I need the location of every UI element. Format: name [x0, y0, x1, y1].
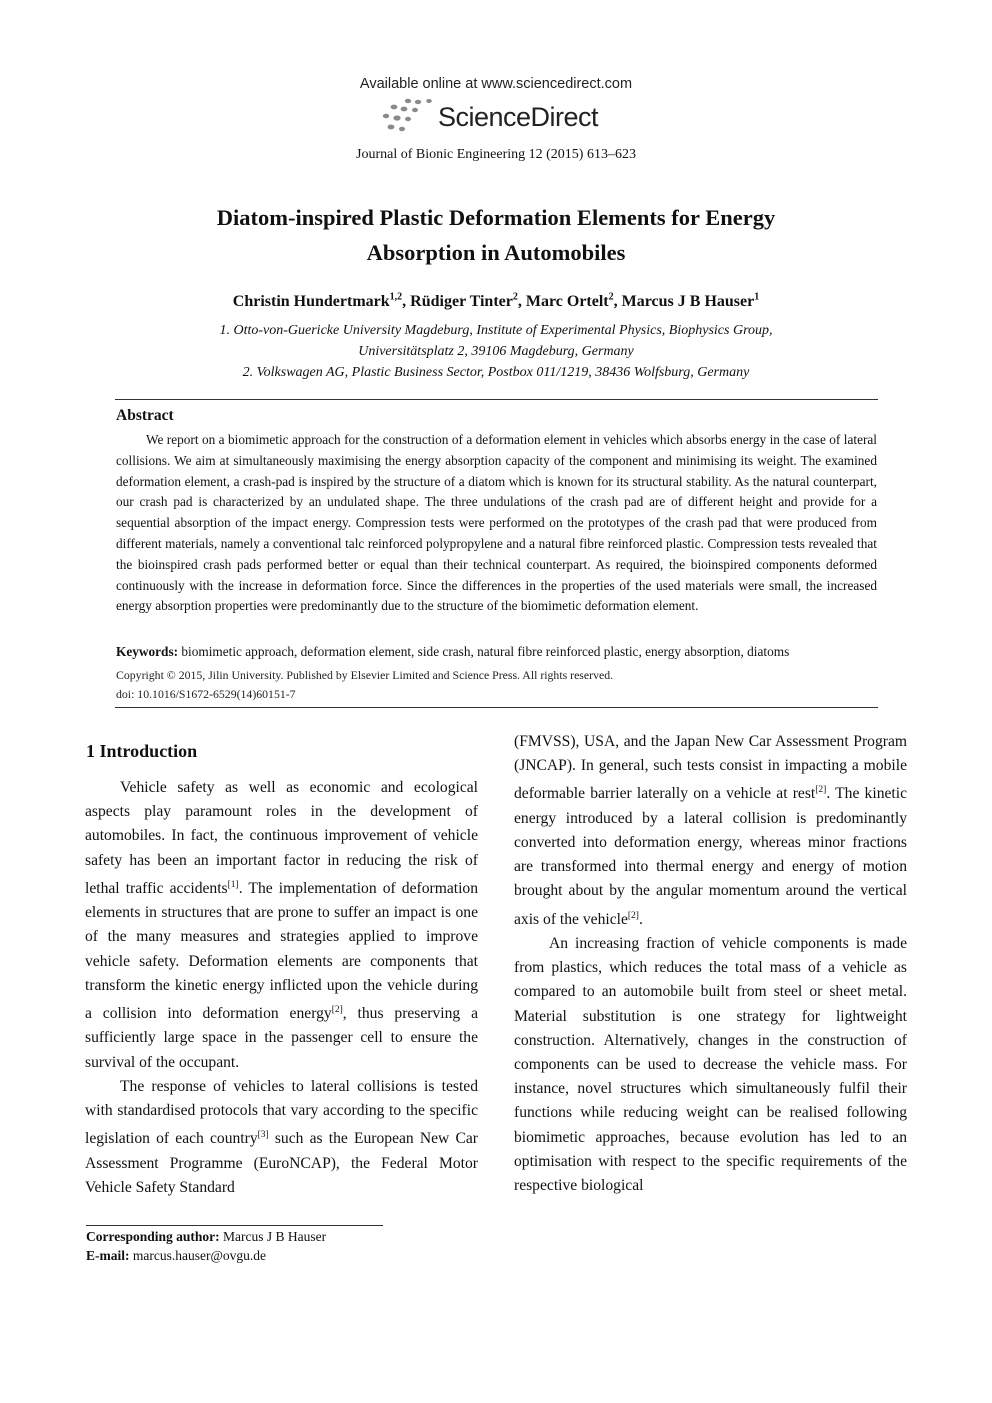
sciencedirect-logo [378, 96, 618, 140]
author: Christin Hundertmark$^{1,2}$, [232, 292, 411, 311]
abstract-top-rule [115, 399, 878, 400]
journal-citation: Journal of Bionic Engineering 12 (2015) 613–623 [356, 147, 636, 162]
available-online-text: Available online at www.sciencedirect.com [359, 76, 633, 92]
abstract-body: We report on a biomimetic approach for the construction of a deformation element in vehicles which absorbs energy in the case of lateral collisions. We aim at simultaneously maximising the energy absorption capacity of the component and minimising its weight. The examined deformation element, a crash-pad is inspired by the structure of a diatom which is known for its structural stability. As the natural counterpart, our crash pad is characterized by an undulated shape. The three undulations of the crash pad are of different height and provide for a sequential absorption of the impact energy. Compression tests were performed on the prototypes of the crash pad that were produced from different materials, namely a conventional talc reinforced polypropylene and a natural fibre reinforced plastic. Compression tests revealed that the bioinspired crash pads performed better or equal than their technical counterpart. As required, the bioinspired components deformed continuously with the increase in deformation force. Since the differences in the properties of the used materials were small, the increased energy absorption properties were predominantly due to the structure of the biomimetic deformation element. [116, 432, 877, 614]
author-email: E-mail: marcus.hauser@ovgu.de [86, 1248, 267, 1263]
author: Rüdiger Tinter$^2$, [410, 292, 526, 311]
copyright-notice: Copyright © 2015, Jilin University. Published by Elsevier Limited and Science Press. All rights reserved. [116, 668, 614, 682]
paragraph: (FMVSS), USA, and the Japan New Car Assessment Program (JNCAP). In general, such tests consist in impacting a mobile deformable barrier laterally on a vehicle at rest[2]. The kinetic energy introduced by a lateral collision is predominantly converted into deformation energy, whereas minor fractions are transformed into thermal energy and energy of motion brought about by the angular momentum around the vertical axis of the vehicle[2]. [514, 733, 907, 928]
affiliation-2: 2. Volkswagen AG, Plastic Business Sector, Postbox 011/1219, 38436 Wolfsburg, Germany [242, 365, 750, 380]
citation-ref[interactable]: [2] [815, 785, 827, 796]
author-list [0, 292, 992, 311]
right-column [514, 730, 907, 1198]
sciencedirect-wordmark: ScienceDirect [438, 102, 599, 132]
keywords-label: Keywords: [116, 644, 179, 659]
keywords-list: biomimetic approach, deformation element, side crash, natural fibre reinforced plastic, energy absorption, diatoms [181, 644, 790, 659]
section-heading-introduction: 1 Introduction [86, 741, 198, 761]
abstract-heading: Abstract [116, 407, 174, 424]
author: Marcus J B Hauser$^1$ [621, 292, 760, 311]
corresponding-author: Corresponding author: Marcus J B Hauser [86, 1229, 327, 1244]
author: Marc Ortelt$^2$, [525, 292, 622, 311]
email-link[interactable]: marcus.hauser@ovgu.de [132, 1248, 267, 1263]
citation-ref[interactable]: [1] [227, 879, 239, 890]
sciencedirect-dots-icon [378, 96, 440, 138]
citation-ref[interactable]: [2] [331, 1005, 343, 1016]
title-line-1: Diatom-inspired Plastic Deformation Elements for Energy [216, 205, 776, 230]
affiliation-1-line-2: Universitätsplatz 2, 39106 Magdeburg, Germany [358, 344, 634, 359]
paragraph: Vehicle safety as well as economic and ecological aspects play paramount roles in the development of automobiles. In fact, the continuous improvement of vehicle safety has been an important factor in reducing the risk of lethal traffic accidents[1]. The implementation of deformation elements in structures that are prone to suffer an impact is one of the many measures and strategies applied to improve vehicle safety. Deformation elements are components that transform the kinetic energy inflicted upon the vehicle during a collision into deformation energy[2], thus preserving a sufficiently large space in the passenger cell to ensure the survival of the occupant. [85, 779, 479, 1071]
paper-title [120, 200, 872, 270]
affiliation-1-line-1: 1. Otto-von-Guericke University Magdeburg, Institute of Experimental Physics, Biophysics Group, [219, 323, 773, 338]
left-column [85, 776, 478, 1200]
footnote-rule [86, 1225, 383, 1226]
paragraph: The response of vehicles to lateral collisions is tested with standardised protocols that vary according to the specific legislation of each country[3] such as the European New Car Assessment Programme (EuroNCAP), the Federal Motor Vehicle Safety Standard [85, 1077, 478, 1196]
doi: doi: 10.1016/S1672-6529(14)60151-7 [116, 687, 296, 701]
keywords [116, 644, 881, 660]
citation-ref[interactable]: [2] [627, 910, 639, 921]
abstract-bottom-rule [115, 707, 878, 708]
title-line-2: Absorption in Automobiles [366, 240, 626, 265]
paragraph: An increasing fraction of vehicle components is made from plastics, which reduces the total mass of a vehicle as compared to an automobile built from steel or sheet metal. Material substitution is one strategy for lightweight construction. Alternatively, changes in the construction of components can be used to decrease the vehicle mass. For instance, novel structures which simultaneously fulfil their functions while reducing weight can be realised following biomimetic approaches, because evolution has led to an optimisation with respect to the specific requirements of the respective biological [514, 935, 907, 1195]
citation-ref[interactable]: [3] [257, 1130, 269, 1141]
